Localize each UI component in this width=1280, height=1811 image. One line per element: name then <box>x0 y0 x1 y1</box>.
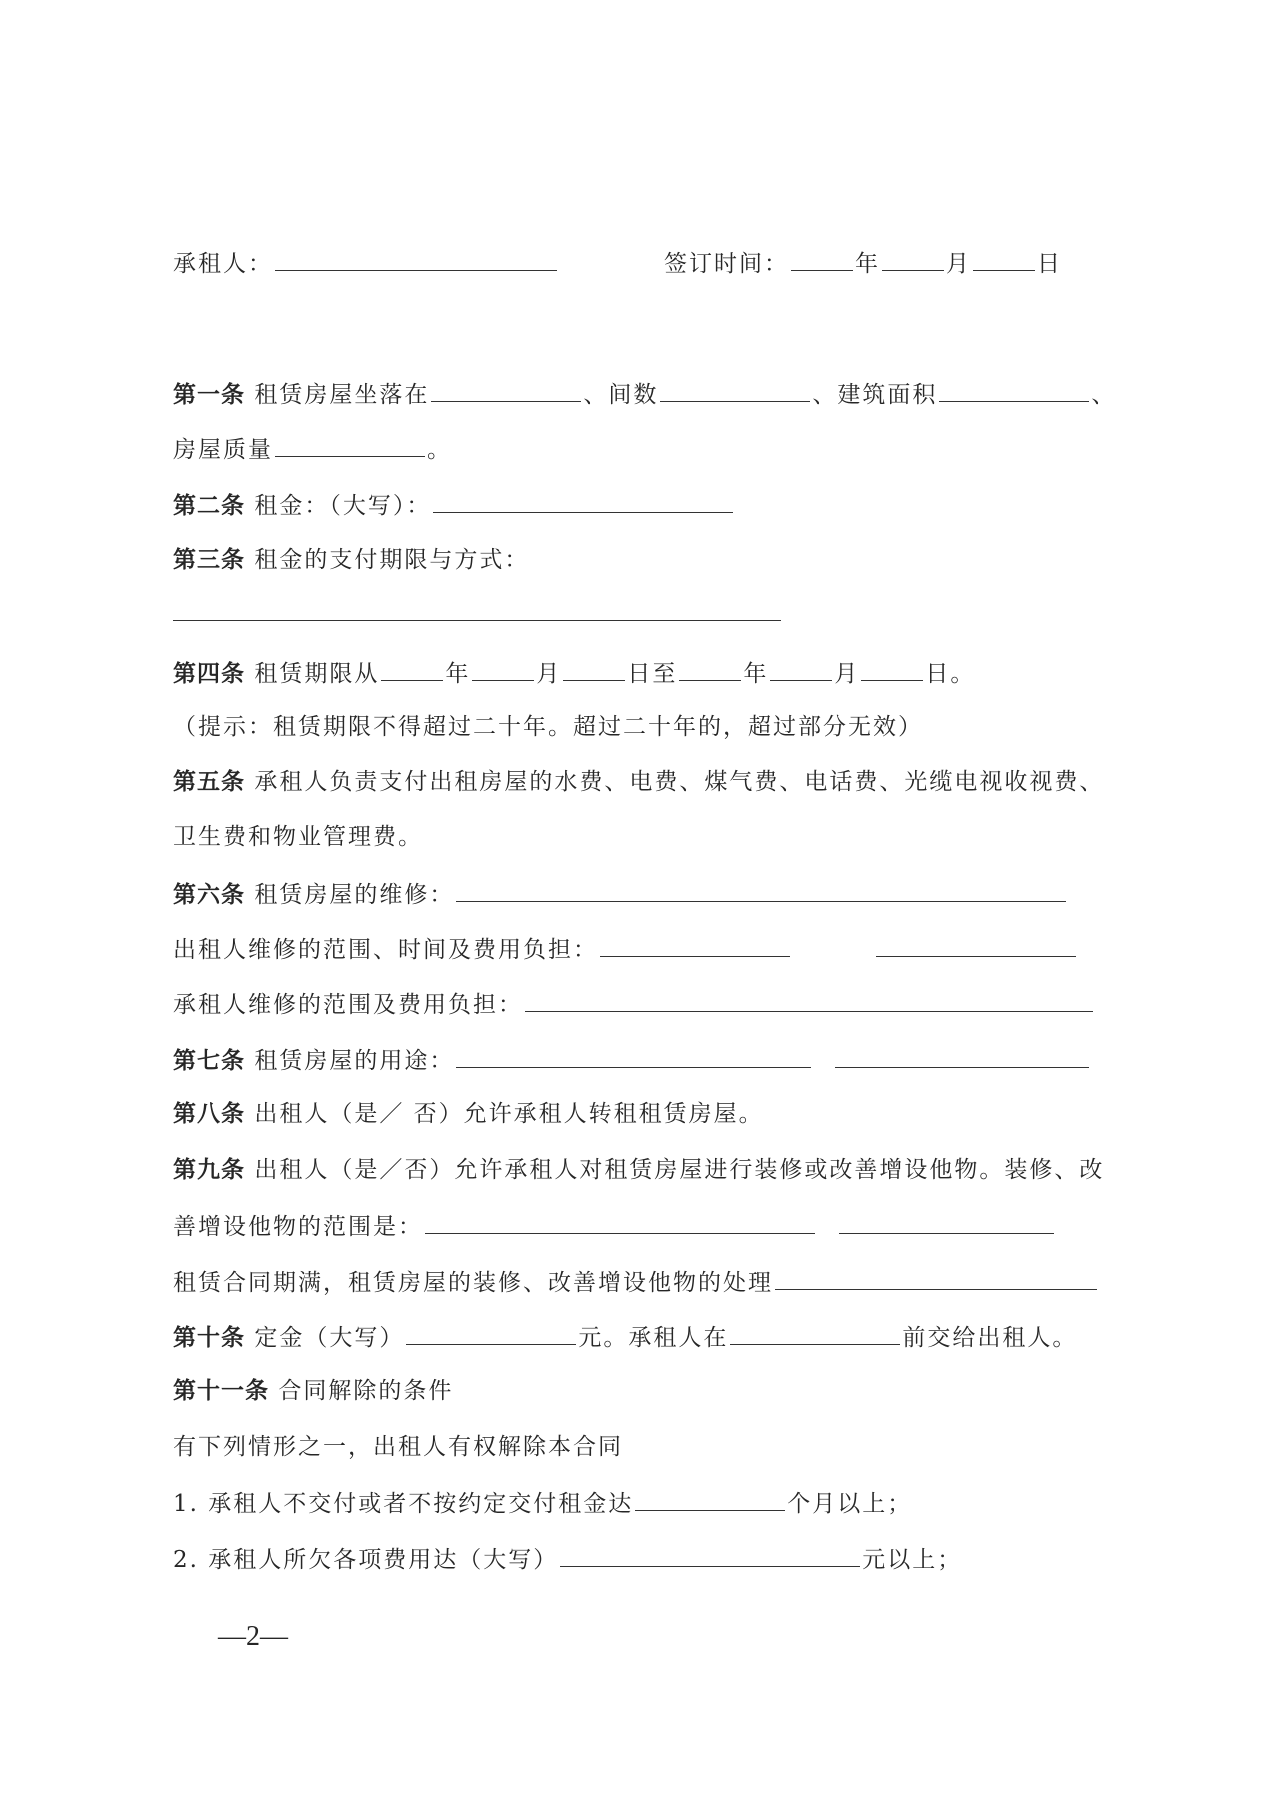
article-6-title: 第六条 <box>173 881 245 908</box>
article-7-line <box>173 1039 1091 1079</box>
lease-term-label: 租赁期限从 <box>254 661 380 687</box>
renovation-scope-label: 善增设他物的范围是： <box>173 1214 423 1240</box>
article-1-line-2 <box>173 428 452 468</box>
end-year-label: 年 <box>743 661 769 687</box>
sign-day-label: 日 <box>1037 251 1062 277</box>
article-10-title: 第十条 <box>173 1324 245 1351</box>
article-5-line-1 <box>173 762 1104 802</box>
article-10-line <box>173 1316 1077 1356</box>
article-2-line <box>173 484 735 524</box>
article-1-title: 第一条 <box>173 381 245 408</box>
article-8-line <box>173 1094 764 1134</box>
start-month-blank[interactable] <box>472 652 534 681</box>
article-5-title: 第五条 <box>173 768 245 795</box>
end-day-label: 日。 <box>925 661 976 687</box>
end-year-blank[interactable] <box>679 652 741 681</box>
termination-intro <box>173 1427 623 1467</box>
lessee-label: 承租人： <box>173 251 273 277</box>
deposit-date-blank[interactable] <box>730 1316 900 1345</box>
termination-item-2-suffix: 元以上； <box>862 1547 963 1573</box>
article-6-line <box>173 873 1068 913</box>
usage-blank-1[interactable] <box>456 1039 811 1068</box>
article-1-line-1 <box>173 373 1116 413</box>
area-blank[interactable] <box>939 373 1089 402</box>
article-2-title: 第二条 <box>173 492 245 519</box>
house-quality-label: 房屋质量 <box>173 437 273 463</box>
article-11-line <box>173 1371 453 1411</box>
sign-month-label: 月 <box>946 251 971 277</box>
end-month-label: 月 <box>834 661 860 687</box>
renovation-handling-blank[interactable] <box>775 1261 1097 1290</box>
lessee-repair-label: 承租人维修的范围及费用负担： <box>173 992 523 1018</box>
article-9-line-2 <box>173 1205 1056 1245</box>
lease-term-note-text: （提示：租赁期限不得超过二十年。超过二十年的，超过部分无效） <box>173 714 923 740</box>
termination-item-1-text: 1. 承租人不交付或者不按约定交付租金达 <box>173 1491 634 1517</box>
lessee-signature-line <box>173 242 559 282</box>
repair-label: 租赁房屋的维修： <box>254 882 455 908</box>
article-4-line <box>173 652 975 692</box>
rent-label: 租金：（大写）： <box>254 493 432 519</box>
start-day-label: 日至 <box>627 661 678 687</box>
overdue-months-blank[interactable] <box>635 1482 785 1511</box>
deposit-mid-text: 元。承租人在 <box>578 1325 729 1351</box>
page-number: —2— <box>218 1621 288 1652</box>
termination-item-2 <box>173 1538 962 1578</box>
article-1-period: 。 <box>427 437 452 463</box>
lessor-repair-label: 出租人维修的范围、时间及费用负担： <box>173 937 598 963</box>
article-3-title: 第三条 <box>173 546 245 573</box>
start-year-label: 年 <box>445 661 471 687</box>
termination-heading: 合同解除的条件 <box>278 1378 454 1404</box>
article-1-rooms-label: 、间数 <box>583 382 659 408</box>
sign-year-blank[interactable] <box>791 242 853 271</box>
sublease-text: 出租人（是／ 否）允许承租人转租租赁房屋。 <box>254 1101 764 1127</box>
termination-item-1 <box>173 1482 912 1522</box>
renovation-scope-blank-1[interactable] <box>425 1205 815 1234</box>
lessor-repair-blank-2[interactable] <box>876 928 1076 957</box>
payment-terms-blank[interactable] <box>173 592 781 621</box>
rooms-blank[interactable] <box>660 373 810 402</box>
lease-term-note <box>173 707 923 747</box>
article-9-title: 第九条 <box>173 1156 245 1183</box>
article-1-location-label: 租赁房屋坐落在 <box>254 382 430 408</box>
payment-terms-blank-line <box>173 592 781 632</box>
lessee-repair-blank[interactable] <box>525 983 1093 1012</box>
article-8-title: 第八条 <box>173 1100 245 1127</box>
start-day-blank[interactable] <box>563 652 625 681</box>
start-month-label: 月 <box>536 661 562 687</box>
article-5-line-2 <box>173 817 423 857</box>
renovation-handling-label: 租赁合同期满，租赁房屋的装修、改善增设他物的处理 <box>173 1270 773 1296</box>
deposit-label: 定金（大写） <box>254 1325 405 1351</box>
lessee-blank[interactable] <box>275 242 557 271</box>
article-9-line-1 <box>173 1150 1104 1190</box>
article-9-line-3 <box>173 1261 1099 1301</box>
deposit-amount-blank[interactable] <box>406 1316 576 1345</box>
rent-blank[interactable] <box>433 484 733 513</box>
house-quality-blank[interactable] <box>275 428 425 457</box>
payment-terms-label: 租金的支付期限与方式： <box>254 547 530 573</box>
termination-item-2-text: 2. 承租人所欠各项费用达（大写） <box>173 1547 559 1573</box>
sign-month-blank[interactable] <box>882 242 944 271</box>
article-7-title: 第七条 <box>173 1047 245 1074</box>
termination-intro-text: 有下列情形之一，出租人有权解除本合同 <box>173 1434 623 1460</box>
usage-label: 租赁房屋的用途： <box>254 1048 455 1074</box>
article-1-area-label: 、建筑面积 <box>812 382 938 408</box>
lessee-repair-line <box>173 983 1095 1023</box>
article-4-title: 第四条 <box>173 660 245 687</box>
sign-date-line <box>664 242 1062 282</box>
usage-blank-2[interactable] <box>835 1039 1089 1068</box>
end-day-blank[interactable] <box>861 652 923 681</box>
lessor-repair-line <box>173 928 1078 968</box>
sign-date-label: 签订时间： <box>664 251 789 277</box>
end-month-blank[interactable] <box>770 652 832 681</box>
termination-item-1-suffix: 个月以上； <box>787 1491 913 1517</box>
article-1-comma: 、 <box>1091 382 1117 408</box>
repair-blank[interactable] <box>456 873 1066 902</box>
renovation-scope-blank-2[interactable] <box>839 1205 1054 1234</box>
deposit-end-text: 前交给出租人。 <box>902 1325 1078 1351</box>
lessor-repair-blank-1[interactable] <box>600 928 790 957</box>
sign-day-blank[interactable] <box>973 242 1035 271</box>
article-3-line <box>173 540 529 580</box>
overdue-fees-blank[interactable] <box>560 1538 860 1567</box>
location-blank[interactable] <box>431 373 581 402</box>
article-11-title: 第十一条 <box>173 1377 269 1404</box>
start-year-blank[interactable] <box>381 652 443 681</box>
renovation-text: 出租人（是／否）允许承租人对租赁房屋进行装修或改善增设他物。装修、改 <box>254 1157 1105 1183</box>
sign-year-label: 年 <box>855 251 880 277</box>
article-5-text-cont: 卫生费和物业管理费。 <box>173 824 423 850</box>
article-5-text: 承租人负责支付出租房屋的水费、电费、煤气费、电话费、光缆电视收视费、 <box>254 769 1105 795</box>
